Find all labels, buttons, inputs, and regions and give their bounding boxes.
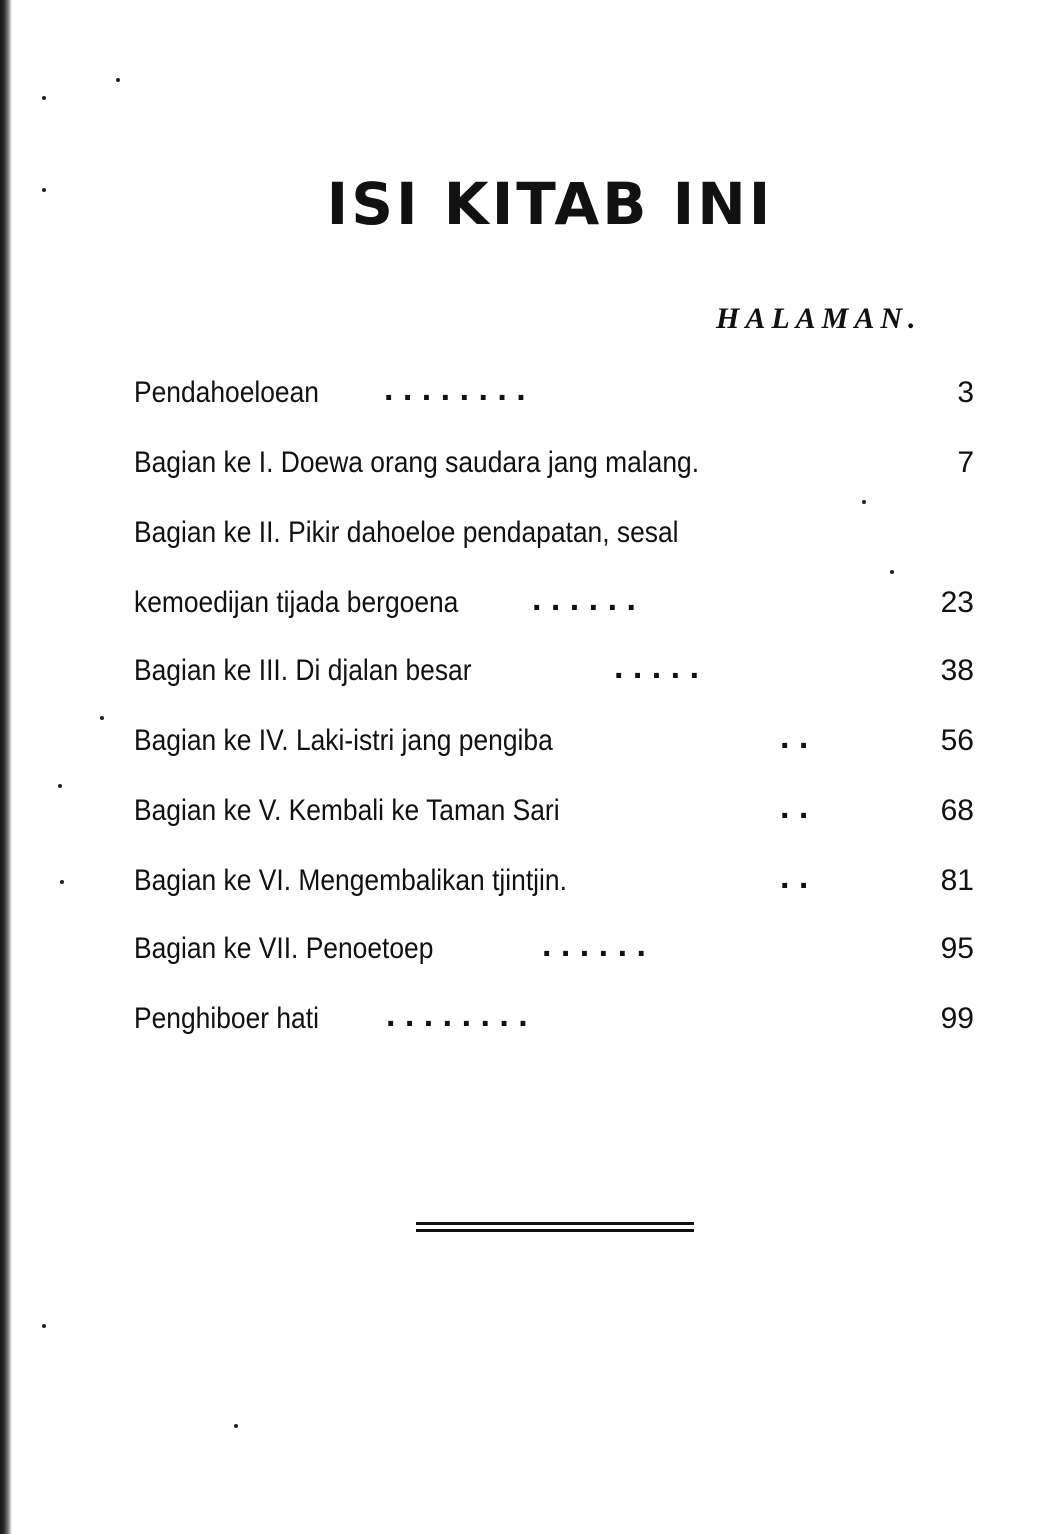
scan-speck bbox=[234, 1424, 238, 1428]
leader-dots: . . . . . . . . bbox=[384, 370, 526, 408]
scan-speck bbox=[42, 96, 46, 100]
leader-dots: . . . . . . bbox=[532, 580, 636, 618]
leader-dots: . . bbox=[780, 718, 809, 756]
toc-entry-page: 23 bbox=[940, 586, 974, 619]
leader-dots: . . bbox=[780, 788, 809, 826]
scan-speck bbox=[100, 716, 104, 720]
toc-entry bbox=[134, 582, 974, 624]
scan-speck bbox=[862, 500, 866, 504]
closing-rule-bottom bbox=[416, 1229, 694, 1232]
toc-entry-label: Bagian ke I. Doewa orang saudara jang malang. bbox=[134, 446, 700, 479]
closing-rule-top bbox=[416, 1222, 694, 1225]
page-column-header: HALAMAN. bbox=[716, 302, 922, 335]
toc-entry-page: 7 bbox=[957, 446, 974, 479]
toc-entry bbox=[134, 372, 974, 414]
toc-entry bbox=[134, 720, 974, 762]
toc-entry-page: 3 bbox=[957, 376, 974, 409]
toc-entry bbox=[134, 998, 974, 1040]
toc-entry bbox=[134, 512, 974, 554]
toc-entry-page: 81 bbox=[940, 864, 974, 897]
toc-entry-page: 95 bbox=[940, 932, 974, 965]
scan-speck bbox=[116, 78, 120, 82]
leader-dots: . . . . . bbox=[614, 648, 700, 686]
toc-entry-label: Bagian ke III. Di djalan besar bbox=[134, 654, 472, 687]
toc-entry-label: Penghiboer hati bbox=[134, 1002, 319, 1035]
leader-dots: . . . . . . . . bbox=[386, 996, 528, 1034]
toc-entry-page: 38 bbox=[940, 654, 974, 687]
page-title: ISI KITAB INI bbox=[326, 170, 774, 238]
toc-entry-label: Bagian ke VI. Mengembalikan tjintjin. bbox=[134, 864, 567, 897]
toc-entry bbox=[134, 650, 974, 692]
leader-dots: . . . . . . bbox=[542, 926, 646, 964]
toc-entry-page: 68 bbox=[940, 794, 974, 827]
toc-entry-label: kemoedijan tijada bergoena bbox=[134, 586, 459, 619]
toc-entry-label: Pendahoeloean bbox=[134, 376, 319, 409]
toc-entry-page: 56 bbox=[940, 724, 974, 757]
scan-speck bbox=[890, 570, 894, 574]
toc-entry bbox=[134, 860, 974, 902]
toc-entry-label: Bagian ke VII. Penoetoep bbox=[134, 932, 434, 965]
toc-entry-label: Bagian ke V. Kembali ke Taman Sari bbox=[134, 794, 560, 827]
toc-entry bbox=[134, 928, 974, 970]
toc-entry bbox=[134, 790, 974, 832]
scan-speck bbox=[58, 784, 62, 788]
scan-speck bbox=[42, 1324, 46, 1328]
scan-speck bbox=[60, 880, 64, 884]
toc-entry-page: 99 bbox=[940, 1002, 974, 1035]
toc-entry bbox=[134, 442, 974, 484]
toc-entry-label: Bagian ke IV. Laki-istri jang pengiba bbox=[134, 724, 553, 757]
toc-entry-label: Bagian ke II. Pikir dahoeloe pendapatan, sesal bbox=[134, 516, 679, 549]
leader-dots: . . bbox=[780, 858, 809, 896]
